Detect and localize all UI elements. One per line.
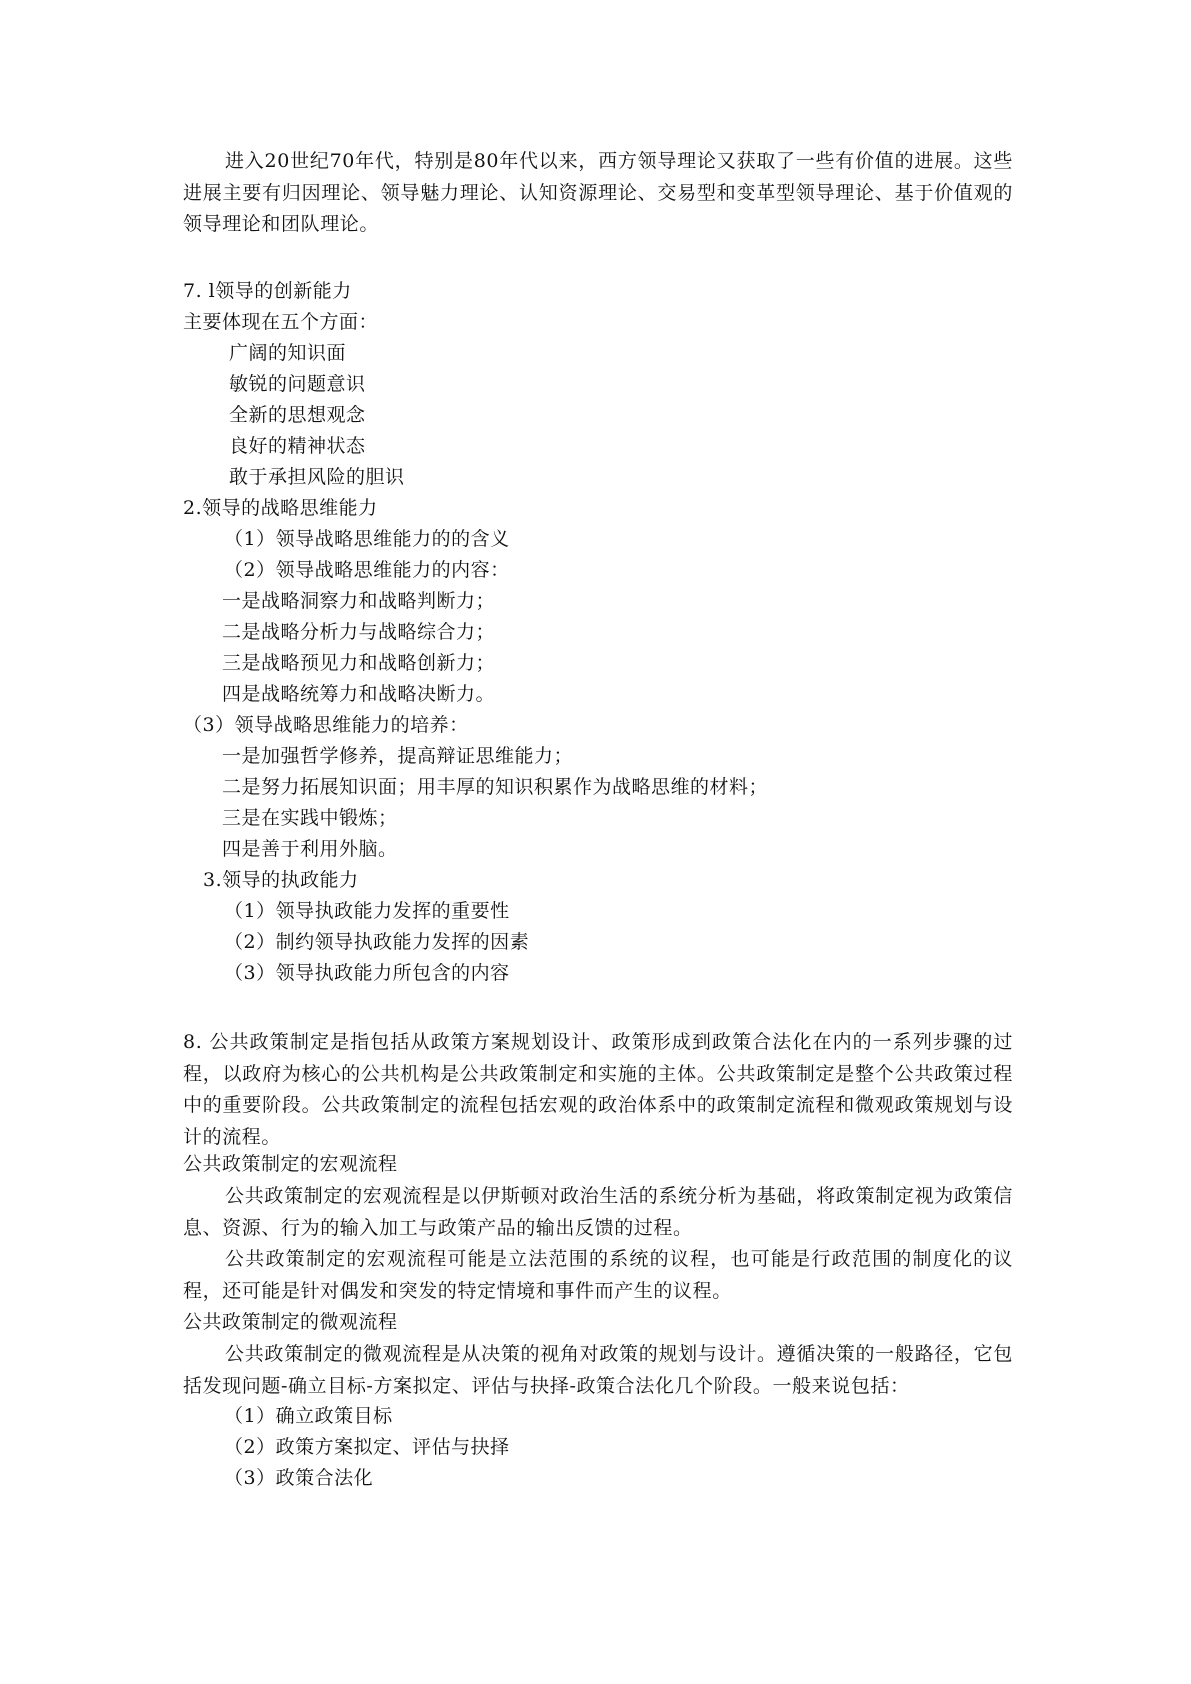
- section7-heading: 7. l领导的创新能力: [183, 280, 352, 302]
- strategic-content-item: 四是战略统筹力和战略决断力。: [222, 683, 496, 705]
- micro-paragraph-1: 公共政策制定的微观流程是从决策的视角对政策的规划与设计。遵循决策的一般路径，它包括发现问题-确立目标-方案拟定、评估与抉择-政策合法化几个阶段。一般来说包括：: [183, 1343, 1013, 1397]
- cultivation-item: 三是在实践中锻炼；: [222, 807, 398, 829]
- innovation-item: 广阔的知识面: [229, 342, 347, 364]
- strategic-sub1: （1）领导战略思维能力的的含义: [224, 528, 510, 550]
- cultivation-item: 一是加强哲学修养，提高辩证思维能力；: [222, 745, 574, 767]
- intro-paragraph: 进入20世纪70年代，特别是80年代以来，西方领导理论又获取了一些有价值的进展。这些进展主要有归因理论、领导魅力理论、认知资源理论、交易型和变革型领导理论、基于价值观的领导理论和团队理论。: [183, 150, 1013, 235]
- innovation-item: 敏锐的问题意识: [229, 373, 366, 395]
- strategic-heading: 2.领导的战略思维能力: [183, 497, 378, 519]
- strategic-content-item: 三是战略预见力和战略创新力；: [222, 652, 496, 674]
- macro-paragraph-2: 公共政策制定的宏观流程可能是立法范围的系统的议程，也可能是行政范围的制度化的议程，还可能是针对偶发和突发的特定情境和事件而产生的议程。: [183, 1248, 1013, 1302]
- micro-heading: 公共政策制定的微观流程: [183, 1311, 398, 1333]
- macro-heading: 公共政策制定的宏观流程: [183, 1153, 398, 1175]
- innovation-item: 良好的精神状态: [229, 435, 366, 457]
- strategic-sub3: （3）领导战略思维能力的培养：: [183, 714, 469, 736]
- micro-item: （2）政策方案拟定、评估与抉择: [224, 1436, 510, 1458]
- innovation-item: 全新的思想观念: [229, 404, 366, 426]
- governing-item: （2）制约领导执政能力发挥的因素: [224, 931, 530, 953]
- strategic-content-item: 二是战略分析力与战略综合力；: [222, 621, 496, 643]
- strategic-sub2: （2）领导战略思维能力的内容：: [224, 559, 510, 581]
- section7-lead: 主要体现在五个方面：: [183, 311, 379, 333]
- innovation-item: 敢于承担风险的胆识: [229, 466, 405, 488]
- cultivation-item: 二是努力拓展知识面；用丰厚的知识积累作为战略思维的材料；: [222, 776, 769, 798]
- micro-item: （3）政策合法化: [224, 1467, 374, 1489]
- section8-intro-paragraph: 8. 公共政策制定是指包括从政策方案规划设计、政策形成到政策合法化在内的一系列步骤的过程，以政府为核心的公共机构是公共政策制定和实施的主体。公共政策制定是整个公共政策过程中的重要阶段。公共政策制定的流程包括宏观的政治体系中的政策制定流程和微观政策规划与设计的流程。: [183, 1031, 1013, 1148]
- governing-heading: 3.领导的执政能力: [203, 869, 359, 891]
- micro-item: （1）确立政策目标: [224, 1405, 393, 1427]
- cultivation-item: 四是善于利用外脑。: [222, 838, 398, 860]
- governing-item: （3）领导执政能力所包含的内容: [224, 962, 510, 984]
- governing-item: （1）领导执政能力发挥的重要性: [224, 900, 510, 922]
- strategic-content-item: 一是战略洞察力和战略判断力；: [222, 590, 496, 612]
- macro-paragraph-1: 公共政策制定的宏观流程是以伊斯顿对政治生活的系统分析为基础，将政策制定视为政策信息、资源、行为的输入加工与政策产品的输出反馈的过程。: [183, 1185, 1013, 1239]
